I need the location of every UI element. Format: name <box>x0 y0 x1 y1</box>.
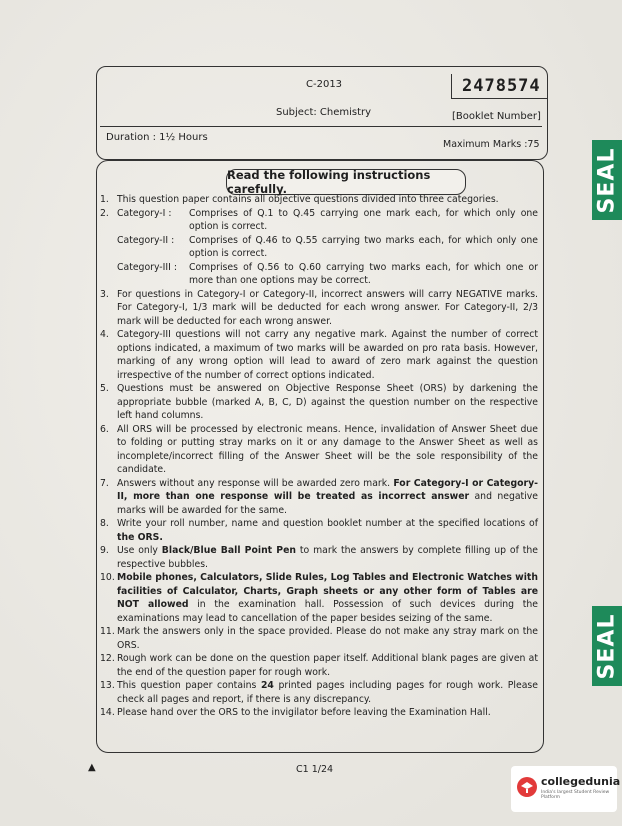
maximum-marks: Maximum Marks :75 <box>443 139 540 150</box>
instruction-item: 9. Use only Black/Blue Ball Point Pen to mark the answers by complete filling up of the respective bubbles. <box>100 545 539 570</box>
triangle-marker-icon: ▲ <box>88 762 96 773</box>
collegedunia-logo-icon <box>516 776 538 798</box>
instruction-item: 10. Mobile phones, Calculators, Slide Rules, Log Tables and Electronic Watches with facilities of Calculator, Charts, Graph sheets or any other form of Tables are NOT allowed in the examination hall. Possession of such devices during the examinations may lead to cancellation of the paper besides seizing of the same. <box>100 572 538 624</box>
logo-name: collegedunia <box>541 775 621 788</box>
instruction-item: 11. Mark the answers only in the space provided. Please do not make any stray mark on the ORS. <box>100 626 538 651</box>
instruction-item: 4. Category-III questions will not carry any negative mark. Against the number of correct options indicated, a maximum of two marks will be awarded on pro rata basis. However, marking of any wrong option will lead to award of zero mark against the question irrespective of the number of correct options indicated. <box>100 329 538 381</box>
paper-code: C-2013 <box>306 79 343 90</box>
instruction-item: 7. Answers without any response will be awarded zero mark. For Category-I or Category-II, more than one response will be treated as incorrect answer and negative marks will be awarded for the same. <box>100 477 539 516</box>
instruction-item: Category-II : Comprises of Q.46 to Q.55 carrying two marks each, for which only one option is correct. <box>117 234 538 259</box>
booklet-number-label: [Booklet Number] <box>452 111 541 122</box>
logo-tagline: India's largest Student Review Platform <box>541 790 610 800</box>
instruction-item: 8. Write your roll number, name and question booklet number at the specified locations of the ORS. <box>100 518 538 543</box>
instruction-item: 13. This question paper contains 24 printed pages including pages for rough work. Please check all pages and report, if there is any discrepancy. <box>100 680 538 705</box>
seal-tab-top: SEAL <box>592 140 622 220</box>
instruction-item: 2. Category-I : Comprises of Q.1 to Q.45 carrying one mark each, for which only one option is correct. <box>100 207 538 232</box>
subject: Subject: Chemistry <box>276 107 372 118</box>
instruction-item: 12. Rough work can be done on the question paper itself. Additional blank pages are given at the end of the question paper for rough work. <box>100 653 538 678</box>
instructions-heading: Read the following instructions carefully. <box>226 169 466 195</box>
instructions-list <box>100 193 538 720</box>
duration: Duration : 1½ Hours <box>106 132 208 143</box>
instruction-item: 3. For questions in Category-I or Category-II, incorrect answers will carry NEGATIVE marks. For Category-I, 1/3 mark will be deducted for each wrong answer. For Category-II, 2/3 mark will be deducted for each wrong answer. <box>100 288 538 327</box>
instruction-item: Category-III : Comprises of Q.56 to Q.60 carrying two marks each, for which one or more than one options may be correct. <box>117 261 538 286</box>
seal-tab-bottom: SEAL <box>592 606 622 686</box>
instruction-item: 6. All ORS will be processed by electronic means. Hence, invalidation of Answer Sheet due to folding or putting stray marks on it or any damage to the Answer Sheet as well as incomplete/incorrect filling of the Answer Sheet will be the sole responsibility of the candidate. <box>100 423 538 475</box>
page-number: C1 1/24 <box>296 764 334 775</box>
instruction-item: 14. Please hand over the ORS to the invigilator before leaving the Examination Hall. <box>100 707 491 718</box>
instruction-item: 5. Questions must be answered on Objective Response Sheet (ORS) by darkening the appropriate bubble (marked A, B, C, D) against the question number on the respective left hand columns. <box>100 383 538 421</box>
instruction-item: 1. This question paper contains all objective questions divided into three categories. <box>100 194 499 205</box>
booklet-number: 2478574 <box>462 76 541 96</box>
